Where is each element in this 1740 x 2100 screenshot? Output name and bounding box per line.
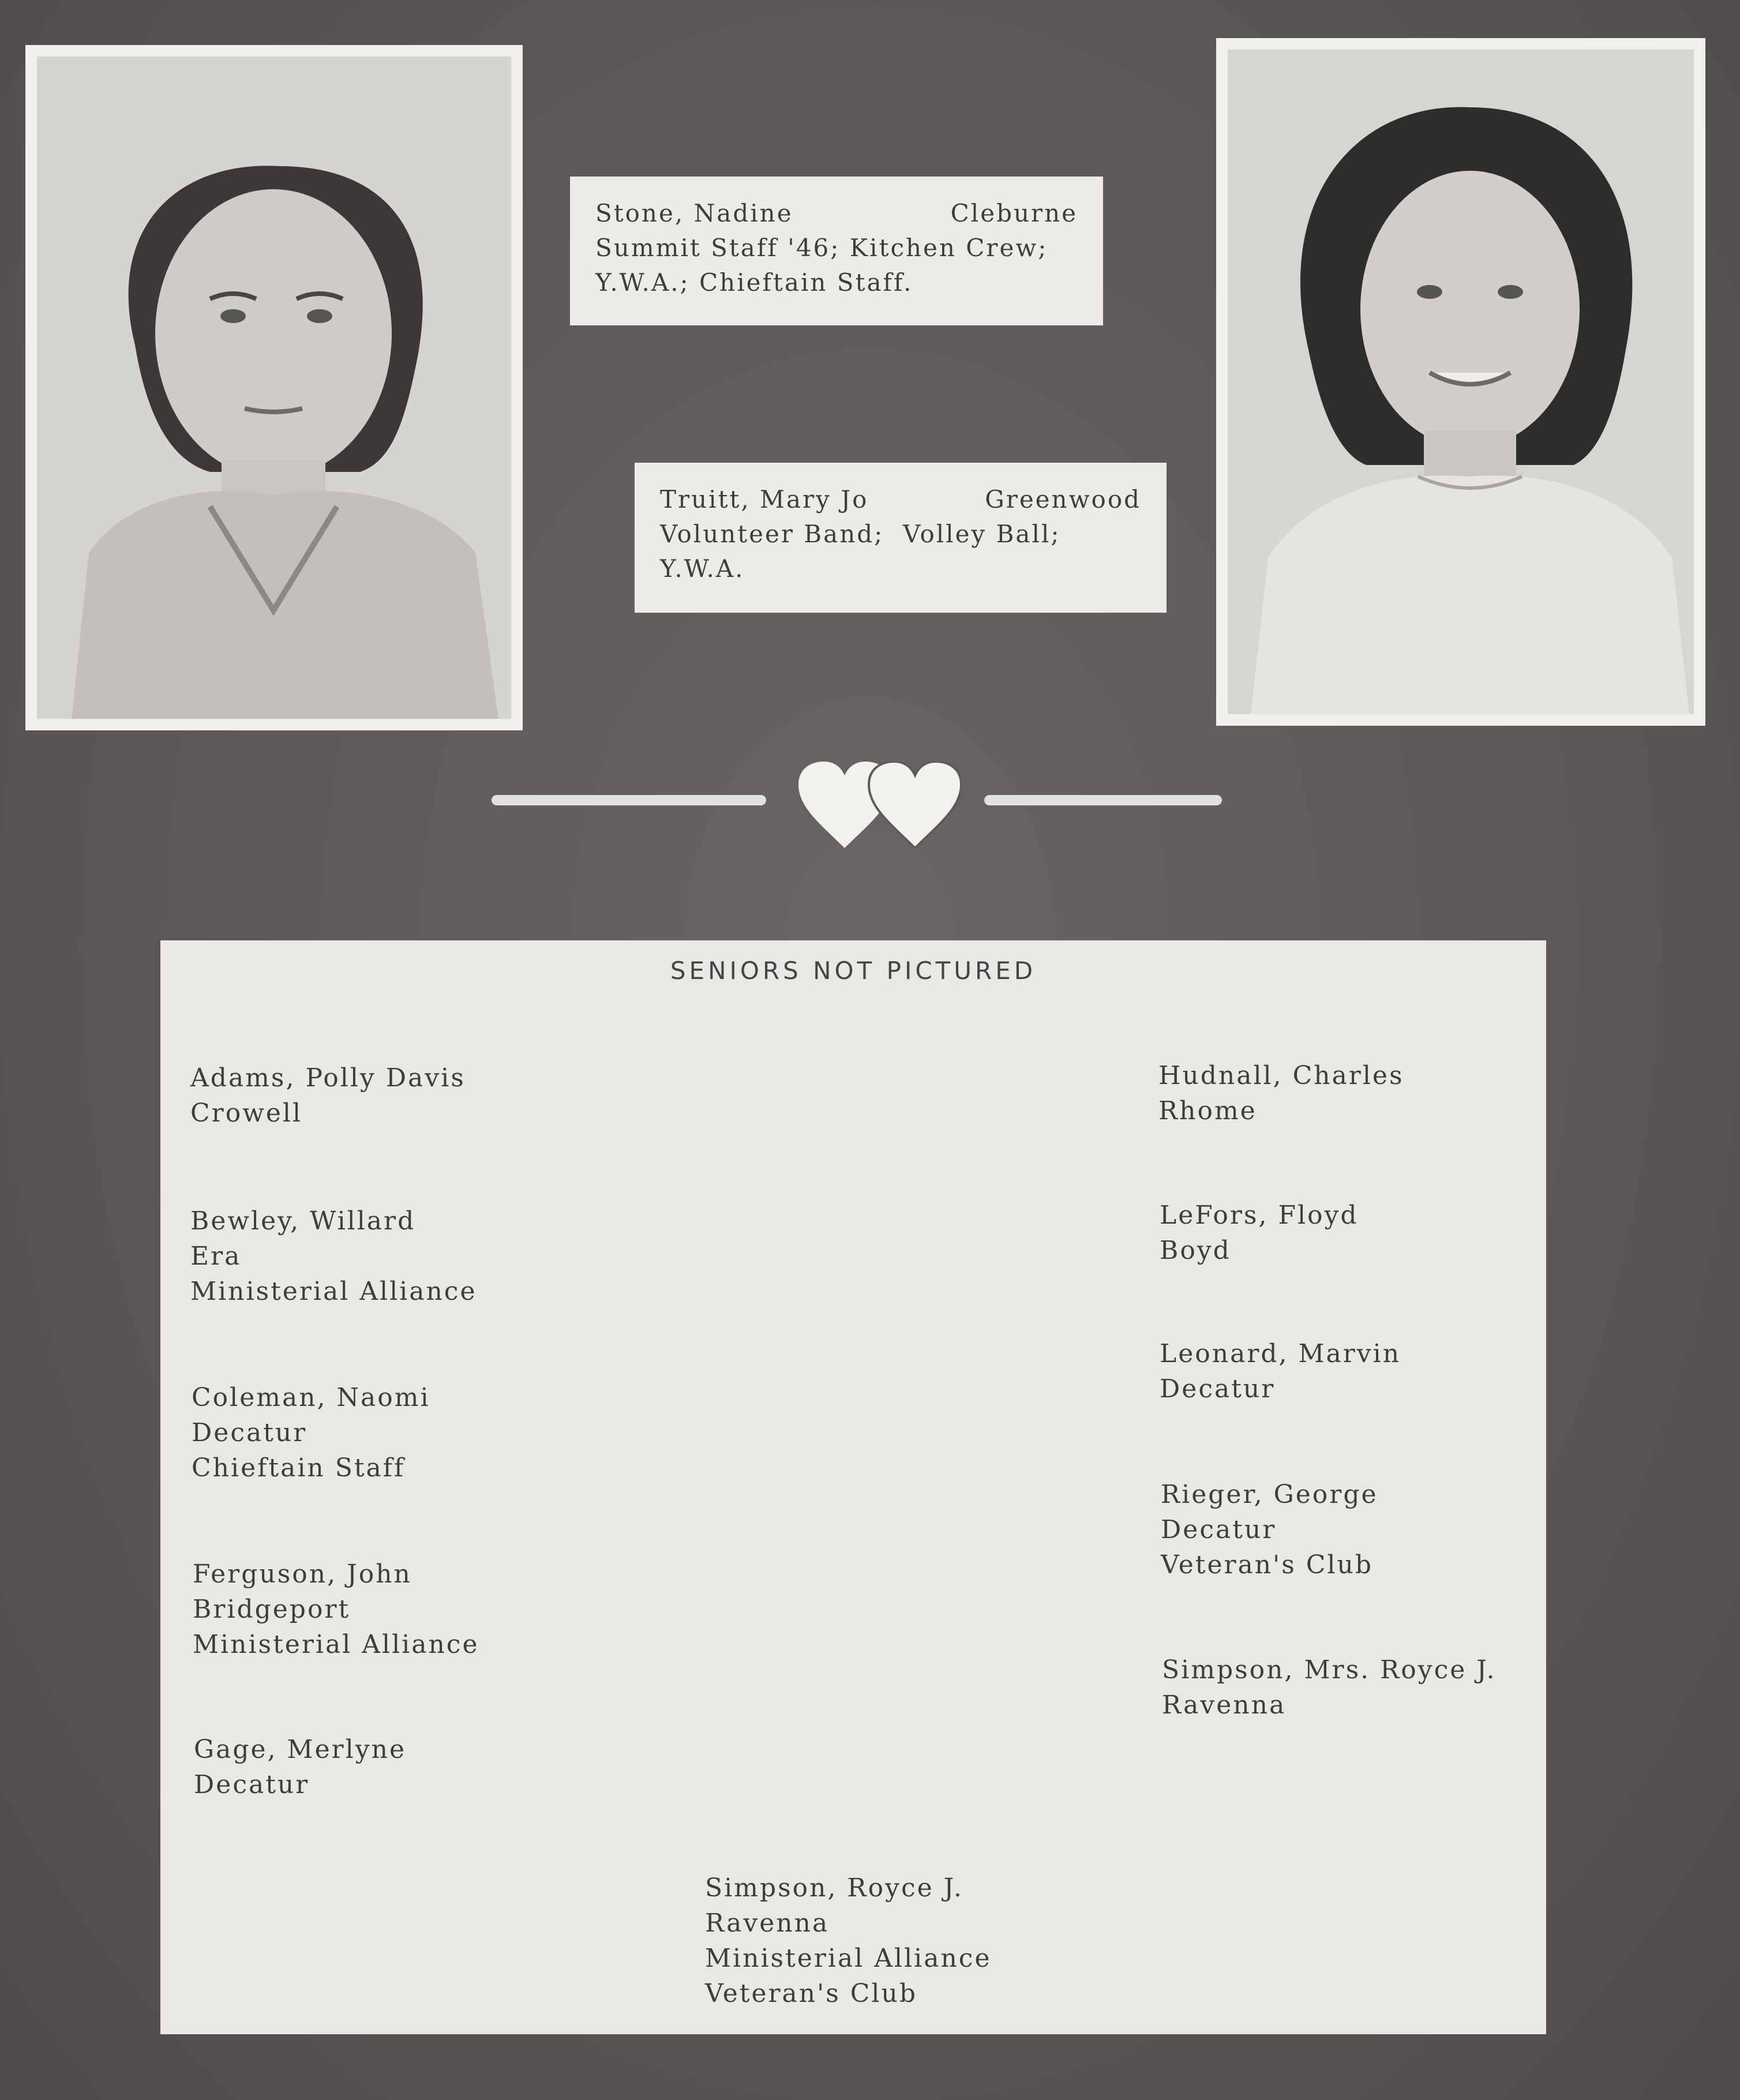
divider-line-left xyxy=(492,795,766,805)
student-town: Cleburne xyxy=(950,199,1078,227)
senior-entry xyxy=(1158,1058,1404,1128)
senior-entry xyxy=(1160,1198,1359,1268)
senior-entry xyxy=(1160,1336,1401,1407)
senior-detail: Ministerial Alliance xyxy=(193,1630,479,1659)
senior-detail: Crowell xyxy=(190,1098,303,1128)
student-activities-line: Summit Staff '46; Kitchen Crew; xyxy=(595,234,1048,262)
divider-line-right xyxy=(984,795,1222,805)
two-hearts-icon xyxy=(798,762,961,848)
portrait-photo-right xyxy=(1216,38,1705,726)
senior-name: LeFors, Floyd xyxy=(1160,1201,1359,1230)
student-name: Stone, Nadine xyxy=(595,199,793,227)
senior-detail: Ravenna xyxy=(1162,1690,1287,1720)
senior-entry xyxy=(1161,1477,1378,1582)
senior-detail: Ravenna xyxy=(705,1908,830,1938)
senior-detail: Ministerial Alliance xyxy=(190,1277,477,1306)
senior-name: Simpson, Mrs. Royce J. xyxy=(1162,1655,1497,1685)
student-activities-line: Y.W.A. xyxy=(660,554,745,583)
seniors-not-pictured-panel xyxy=(160,940,1546,2034)
senior-name: Hudnall, Charles xyxy=(1158,1061,1404,1090)
senior-detail: Decatur xyxy=(1161,1515,1277,1544)
student-activities-line: Volunteer Band; Volley Ball; xyxy=(660,520,1061,548)
senior-name: Ferguson, John xyxy=(193,1559,412,1589)
student-activities-line: Y.W.A.; Chieftain Staff. xyxy=(595,268,913,297)
senior-entry xyxy=(190,1060,466,1131)
senior-detail: Veteran's Club xyxy=(1161,1550,1374,1580)
caption-card-truitt xyxy=(635,463,1167,613)
senior-detail: Bridgeport xyxy=(193,1595,351,1624)
senior-entry xyxy=(194,1732,406,1802)
senior-entry xyxy=(705,1870,991,2011)
senior-detail: Era xyxy=(190,1242,242,1271)
senior-entry xyxy=(190,1203,477,1309)
senior-detail: Decatur xyxy=(194,1770,310,1799)
senior-detail: Rhome xyxy=(1158,1096,1257,1126)
portrait-photo-icon xyxy=(37,57,511,719)
senior-name: Coleman, Naomi xyxy=(192,1383,430,1412)
portrait-photo-left xyxy=(25,45,523,730)
senior-detail: Chieftain Staff xyxy=(192,1453,406,1483)
panel-title: SENIORS NOT PICTURED xyxy=(670,957,1037,985)
portrait-photo-icon xyxy=(1228,50,1694,714)
senior-name: Gage, Merlyne xyxy=(194,1735,406,1764)
senior-name: Simpson, Royce J. xyxy=(705,1873,963,1903)
senior-detail: Boyd xyxy=(1160,1236,1231,1265)
senior-detail: Veteran's Club xyxy=(705,1979,918,2008)
senior-detail: Ministerial Alliance xyxy=(705,1944,992,1973)
caption-card-stone xyxy=(570,177,1103,325)
senior-entry xyxy=(192,1380,430,1486)
senior-entry xyxy=(1162,1652,1496,1723)
senior-detail: Decatur xyxy=(1160,1374,1276,1404)
senior-name: Adams, Polly Davis xyxy=(190,1063,466,1093)
senior-name: Leonard, Marvin xyxy=(1160,1339,1401,1368)
senior-name: Rieger, George xyxy=(1161,1480,1378,1509)
senior-entry xyxy=(193,1557,479,1662)
senior-name: Bewley, Willard xyxy=(190,1206,416,1236)
student-name: Truitt, Mary Jo xyxy=(660,485,869,513)
senior-detail: Decatur xyxy=(192,1418,308,1447)
student-town: Greenwood xyxy=(985,485,1141,513)
